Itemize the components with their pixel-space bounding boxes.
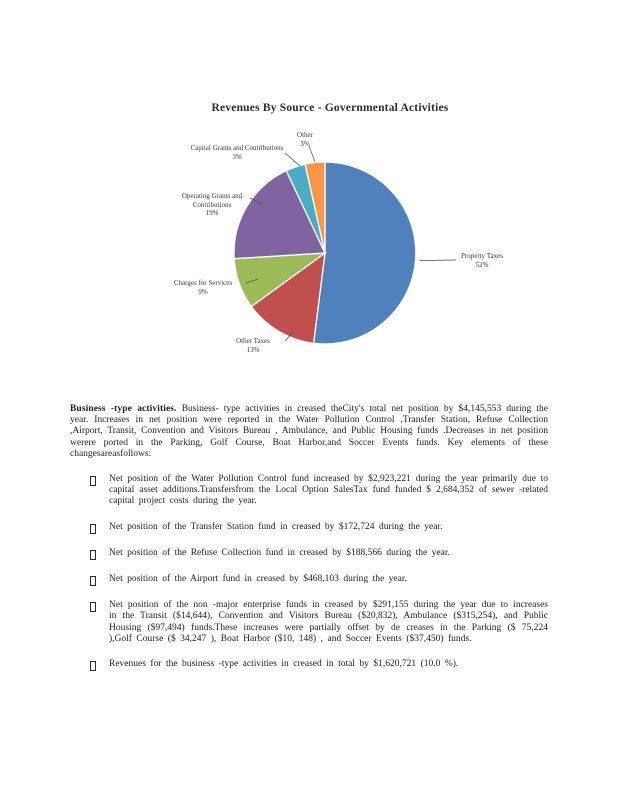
list-item xyxy=(90,659,548,671)
list-item xyxy=(90,474,548,508)
pie-label-property-taxes xyxy=(437,252,527,269)
pie-label-text: Operating Grants and Contributions xyxy=(181,192,243,209)
bullet-icon xyxy=(90,524,96,534)
bullet-text: Net position of the Transfer Station fund in creased by $172,724 during the year. xyxy=(109,522,443,533)
bullet-icon xyxy=(90,576,96,586)
pie-label-other-taxes xyxy=(213,337,293,354)
bullet-icon xyxy=(90,661,96,671)
list-item xyxy=(90,548,548,560)
bullet-icon xyxy=(90,550,96,560)
list-item xyxy=(90,574,548,586)
pie-label-percent: 3% xyxy=(300,139,310,148)
pie-label-text: Charges for Services xyxy=(173,279,233,287)
bullet-icon xyxy=(90,476,96,486)
pie-label-charges-for-services xyxy=(148,279,258,296)
intro-lead-bold: Business -type activities. xyxy=(70,404,177,414)
pie-label-percent: 9% xyxy=(198,287,208,296)
bullet-icon xyxy=(90,602,96,612)
list-item xyxy=(90,600,548,645)
bullet-text: Net position of the Refuse Collection fund in creased by $188,566 during the year. xyxy=(109,548,450,559)
list-item xyxy=(90,522,548,534)
pie-label-operating-grants-and-contributions xyxy=(173,192,251,218)
pie-label-text: Other xyxy=(297,131,313,139)
body-text xyxy=(70,404,548,685)
pie-label-percent: 19% xyxy=(205,209,219,217)
chart-title: Revenues By Source - Governmental Activities xyxy=(211,102,449,114)
leader-line xyxy=(309,146,315,162)
pie-label-other xyxy=(275,131,335,148)
bullet-text: Revenues for the business -type activities in creased in total by $1,620,721 (10.0 %). xyxy=(109,659,459,670)
pie-slice-property-taxes xyxy=(314,162,416,344)
bullet-text: Net position of the Water Pollution Control fund increased by $2,923,221 during the year primarily due to capital asset additions.Transfersfrom the Local Option SalesTax fund funded $ 2,684,352 of sewer -related capital project costs during the year. xyxy=(109,474,548,507)
pie-label-text: Capital Grants and Contributions xyxy=(190,144,284,152)
pie-label-text: Other Taxes xyxy=(236,337,270,345)
pie-label-percent: 52% xyxy=(475,260,489,269)
pie-label-percent: 13% xyxy=(246,345,260,354)
bullet-list xyxy=(70,474,548,671)
bullet-text: Net position of the non -major enterprise funds in creased by $291,155 during the year due to increases in the Transit ($14,644), Convention and Visitors Bureau ($20,832), Ambulance ($315,254), and Public Housing ($97,494) funds.These increases were partially offset by de creases in the Parking ($ 75,224 ),Golf Course ($ 34,247 ), Boat Harbor ($10, 148) , and Soccer Events ($37,450) funds. xyxy=(109,600,548,644)
intro-text: Business- type activities in creased theCity's total net position by $4,145,553 during the year. Increases in net position were reported in the Water Pollution Control ,Transfer Station, Refuse Collection ,Airport, Transit, Convention and Visitors Bureau , Ambulance, and Public Housing funds .Decreases in net position werere ported in the Parking, Golf Course, Boat Harbor,and Soccer Events funds. Key elements of these changesareasfollows: xyxy=(70,404,548,459)
pie-label-text: Property Taxes xyxy=(461,252,503,260)
bullet-text: Net position of the Airport fund in creased by $468,103 during the year. xyxy=(109,574,407,585)
pie-label-percent: 3% xyxy=(232,152,242,161)
intro-paragraph xyxy=(70,404,548,460)
